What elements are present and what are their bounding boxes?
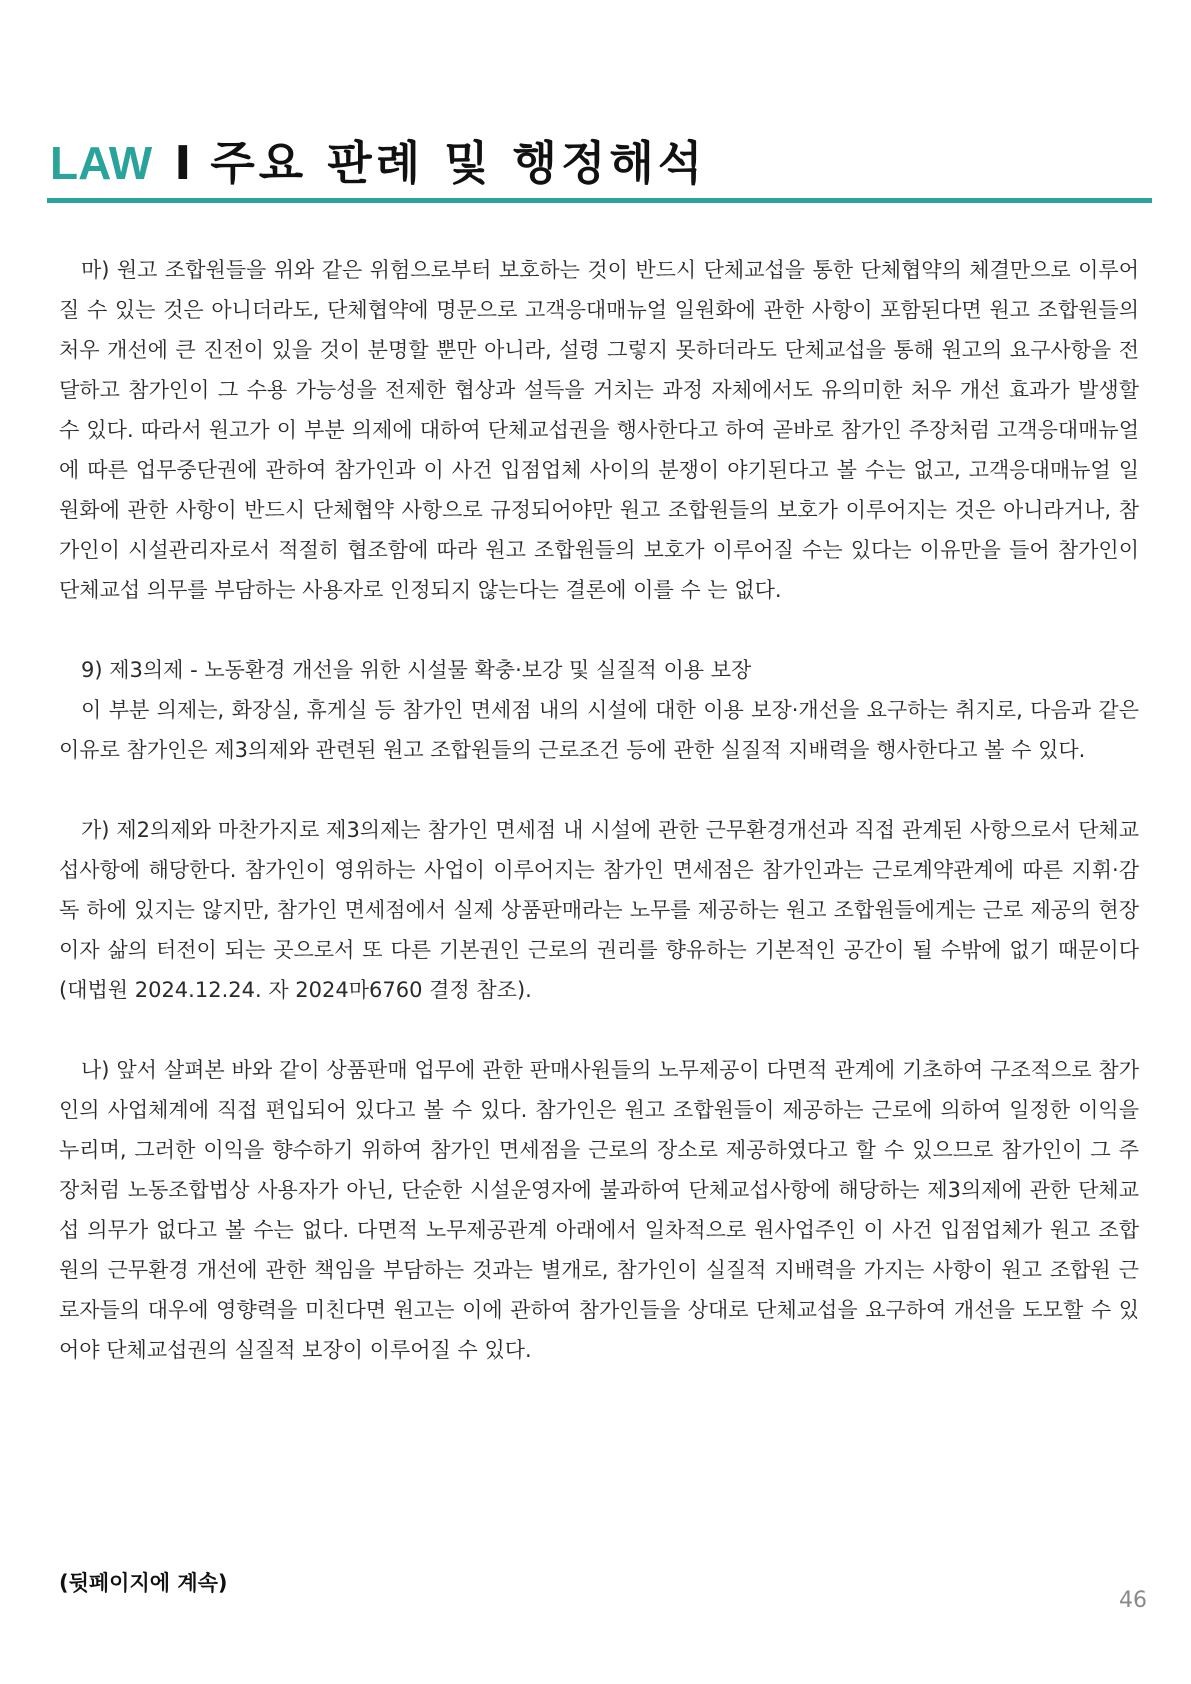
document-body: [59, 250, 1139, 1370]
paragraph-na: 나) 앞서 살펴본 바와 같이 상품판매 업무에 관한 판매사원들의 노무제공이 다면적 관계에 기초하여 구조적으로 참가인의 사업체계에 직접 편입되어 있다고 볼 수 있다. 참가인은 원고 조합원들이 제공하는 근로에 의하여 일정한 이익을 누리며, 그러한 이익을 향수하기 위하여 참가인 면세점을 근로의 장소로 제공하였다고 할 수 있으므로 참가인이 그 주장처럼 노동조합법상 사용자가 아닌, 단순한 시설운영자에 불과하여 단체교섭사항에 해당하는 제3의제에 관한 단체교섭 의무가 없다고 볼 수는 없다. 다면적 노무제공관계 아래에서 일차적으로 원사업주인 이 사건 입점업체가 원고 조합원의 근무환경 개선에 관한 책임을 부담하는 것과는 별개로, 참가인이 실질적 지배력을 가지는 사항이 원고 조합원 근로자들의 대우에 영향력을 미친다면 원고는 이에 관하여 참가인들을 상대로 단체교섭을 요구하여 개선을 도모할 수 있어야 단체교섭권의 실질적 보장이 이루어질 수 있다.: [59, 1058, 1139, 1362]
section-title: 주요 판례 및 행정해석: [210, 136, 707, 190]
continue-note: (뒷페이지에 계속): [59, 1571, 228, 1595]
title-separator: I: [174, 136, 193, 190]
header-divider: [47, 198, 1152, 203]
page-header: [47, 128, 1152, 204]
paragraph-agenda-3-intro: 이 부분 의제는, 화장실, 휴게실 등 참가인 면세점 내의 시설에 대한 이용 보장·개선을 요구하는 취지로, 다음과 같은 이유로 참가인은 제3의제와 관련된 원고 조합원들의 근로조건 등에 관한 실질적 지배력을 행사한다고 볼 수 있다.: [59, 698, 1139, 762]
paragraph-ga: 가) 제2의제와 마찬가지로 제3의제는 참가인 면세점 내 시설에 관한 근무환경개선과 직접 관계된 사항으로서 단체교섭사항에 해당한다. 참가인이 영위하는 사업이 이루어지는 참가인 면세점은 참가인과는 근로계약관계에 따른 지휘·감독 하에 있지는 않지만, 참가인 면세점에서 실제 상품판매라는 노무를 제공하는 원고 조합원들에게는 근로 제공의 현장이자 삶의 터전이 되는 곳으로서 또 다른 기본권인 근로의 권리를 향유하는 기본적인 공간이 될 수밖에 없기 때문이다(대법원 2024.12.24. 자 2024마6760 결정 참조).: [59, 818, 1139, 1002]
section-label: LAW: [50, 137, 153, 189]
page-title: [50, 134, 706, 192]
section-heading-agenda-3: 9) 제3의제 - 노동환경 개선을 위한 시설물 확충·보강 및 실질적 이용 보장: [81, 658, 752, 682]
paragraph-ma: 마) 원고 조합원들을 위와 같은 위험으로부터 보호하는 것이 반드시 단체교섭을 통한 단체협약의 체결만으로 이루어질 수 있는 것은 아니더라도, 단체협약에 명문으로 고객응대매뉴얼 일원화에 관한 사항이 포함된다면 원고 조합원들의 처우 개선에 큰 진전이 있을 것이 분명할 뿐만 아니라, 설령 그렇지 못하더라도 단체교섭을 통해 원고의 요구사항을 전달하고 참가인이 그 수용 가능성을 전제한 협상과 설득을 거치는 과정 자체에서도 유의미한 처우 개선 효과가 발생할 수 있다. 따라서 원고가 이 부분 의제에 대하여 단체교섭권을 행사한다고 하여 곧바로 참가인 주장처럼 고객응대매뉴얼에 따른 업무중단권에 관하여 참가인과 이 사건 입점업체 사이의 분쟁이 야기된다고 볼 수는 없고, 고객응대매뉴얼 일원화에 관한 사항이 반드시 단체협약 사항으로 규정되어야만 원고 조합원들의 보호가 이루어지는 것은 아니라거나, 참가인이 시설관리자로서 적절히 협조함에 따라 원고 조합원들의 보호가 이루어질 수는 있다는 이유만을 들어 참가인이 단체교섭 의무를 부담하는 사용자로 인정되지 않는다는 결론에 이를 수 는 없다.: [59, 258, 1139, 602]
page-number: 46: [1119, 1588, 1147, 1613]
